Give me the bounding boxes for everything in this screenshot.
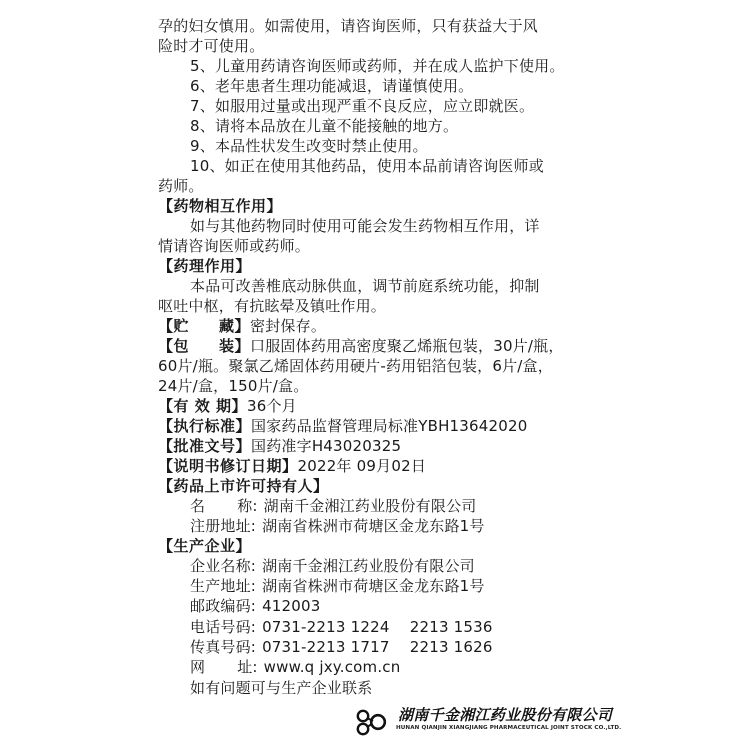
manufacturer-address-value: 湖南省株洲市荷塘区金龙东路1号 <box>262 577 485 595</box>
holder-address-label: 注册地址: <box>190 517 257 535</box>
precaution-line: 孕的妇女慎用。如需使用，请咨询医师，只有获益大于风 <box>158 17 539 35</box>
pharmacology-text: 本品可改善椎底动脉供血，调节前庭系统功能，抑制 <box>190 277 540 295</box>
manufacturer-phone-row <box>190 617 493 637</box>
holder-name-row <box>190 496 476 516</box>
web-value: www.q jxy.com.cn <box>263 658 401 676</box>
storage-value: 密封保存。 <box>250 317 327 335</box>
revision-row <box>158 456 426 476</box>
company-logo-icon <box>354 706 394 736</box>
package-text: 60片/瓶。聚氯乙烯固体药用硬片-药用铝箔包装，6片/盒， <box>158 357 553 375</box>
company-footer-logo <box>354 704 622 740</box>
validity-row <box>158 396 297 416</box>
phone-label: 电话号码: <box>190 618 257 636</box>
storage-heading-close: 藏】 <box>219 317 251 335</box>
holder-address-row <box>190 516 485 536</box>
package-text: 口服固体药用高密度聚乙烯瓶包装，30片/瓶， <box>250 337 564 355</box>
web-label-b: 址: <box>237 658 258 676</box>
validity-heading: 【有 效 期】 <box>158 397 247 415</box>
web-label-a: 网 <box>190 658 206 676</box>
manufacturer-web-row <box>190 657 400 677</box>
holder-heading: 【药品上市许可持有人】 <box>158 477 329 495</box>
package-row <box>158 336 564 356</box>
holder-name-label-a: 名 <box>190 497 206 515</box>
interaction-heading: 【药物相互作用】 <box>158 197 283 215</box>
standard-heading: 【执行标准】 <box>158 417 252 435</box>
validity-value: 36个月 <box>246 397 297 415</box>
revision-heading: 【说明书修订日期】 <box>158 457 298 475</box>
pharmacology-heading: 【药理作用】 <box>158 257 252 275</box>
approval-value: 国药准字H43020325 <box>251 437 402 455</box>
approval-heading: 【批准文号】 <box>158 437 252 455</box>
fax-value: 0731-2213 1717 2213 1626 <box>262 638 493 656</box>
postcode-value: 412003 <box>262 597 321 615</box>
precaution-line: 药师。 <box>158 177 204 195</box>
package-heading-open: 【包 <box>158 337 190 355</box>
precaution-item-8: 8、请将本品放在儿童不能接触的地方。 <box>190 117 459 135</box>
pharmacology-text: 呕吐中枢，有抗眩晕及镇吐作用。 <box>158 297 387 315</box>
precaution-item-7: 7、如服用过量或出现严重不良反应，应立即就医。 <box>190 97 535 115</box>
standard-value: 国家药品监督管理局标准YBH13642020 <box>251 417 528 435</box>
precaution-item-9: 9、本品性状发生改变时禁止使用。 <box>190 137 428 155</box>
company-name-zh: 湖南千金湘江药业股份有限公司 <box>398 706 613 724</box>
manufacturer-name-value: 湖南千金湘江药业股份有限公司 <box>262 557 475 575</box>
manufacturer-address-label: 生产地址: <box>190 577 257 595</box>
manufacturer-postcode-row <box>190 596 321 616</box>
storage-row <box>158 316 326 336</box>
precaution-line: 险时才可使用。 <box>158 37 265 55</box>
package-text: 24片/盒，150片/盒。 <box>158 377 309 395</box>
holder-name-label-b: 称: <box>237 497 258 515</box>
storage-heading-open: 【贮 <box>158 317 190 335</box>
phone-value: 0731-2213 1224 2213 1536 <box>262 618 493 636</box>
precaution-item-10: 10、如正在使用其他药品，使用本品前请咨询医师或 <box>190 157 544 175</box>
precaution-item-6: 6、老年患者生理功能减退，请谨慎使用。 <box>190 77 474 95</box>
manufacturer-heading: 【生产企业】 <box>158 537 252 555</box>
postcode-label: 邮政编码: <box>190 597 257 615</box>
manufacturer-address-row <box>190 576 485 596</box>
manufacturer-name-label: 企业名称: <box>190 557 257 575</box>
approval-row <box>158 436 401 456</box>
contact-note: 如有问题可与生产企业联系 <box>190 679 373 697</box>
interaction-text: 如与其他药物同时使用可能会发生药物相互作用，详 <box>190 217 540 235</box>
standard-row <box>158 416 528 436</box>
fax-label: 传真号码: <box>190 638 257 656</box>
manufacturer-fax-row <box>190 637 493 657</box>
interaction-text: 情请咨询医师或药师。 <box>158 237 311 255</box>
revision-value: 2022年 09月02日 <box>297 457 427 475</box>
company-name-en: HUNAN QIANJIN XIANGJIANG PHARMACEUTICAL JOINT STOCK CO.,LTD. <box>396 725 622 731</box>
manufacturer-name-row <box>190 556 475 576</box>
holder-address-value: 湖南省株洲市荷塘区金龙东路1号 <box>262 517 485 535</box>
precaution-item-5: 5、儿童用药请咨询医师或药师，并在成人监护下使用。 <box>190 57 565 75</box>
package-heading-close: 装】 <box>219 337 251 355</box>
holder-name-value: 湖南千金湘江药业股份有限公司 <box>263 497 477 515</box>
